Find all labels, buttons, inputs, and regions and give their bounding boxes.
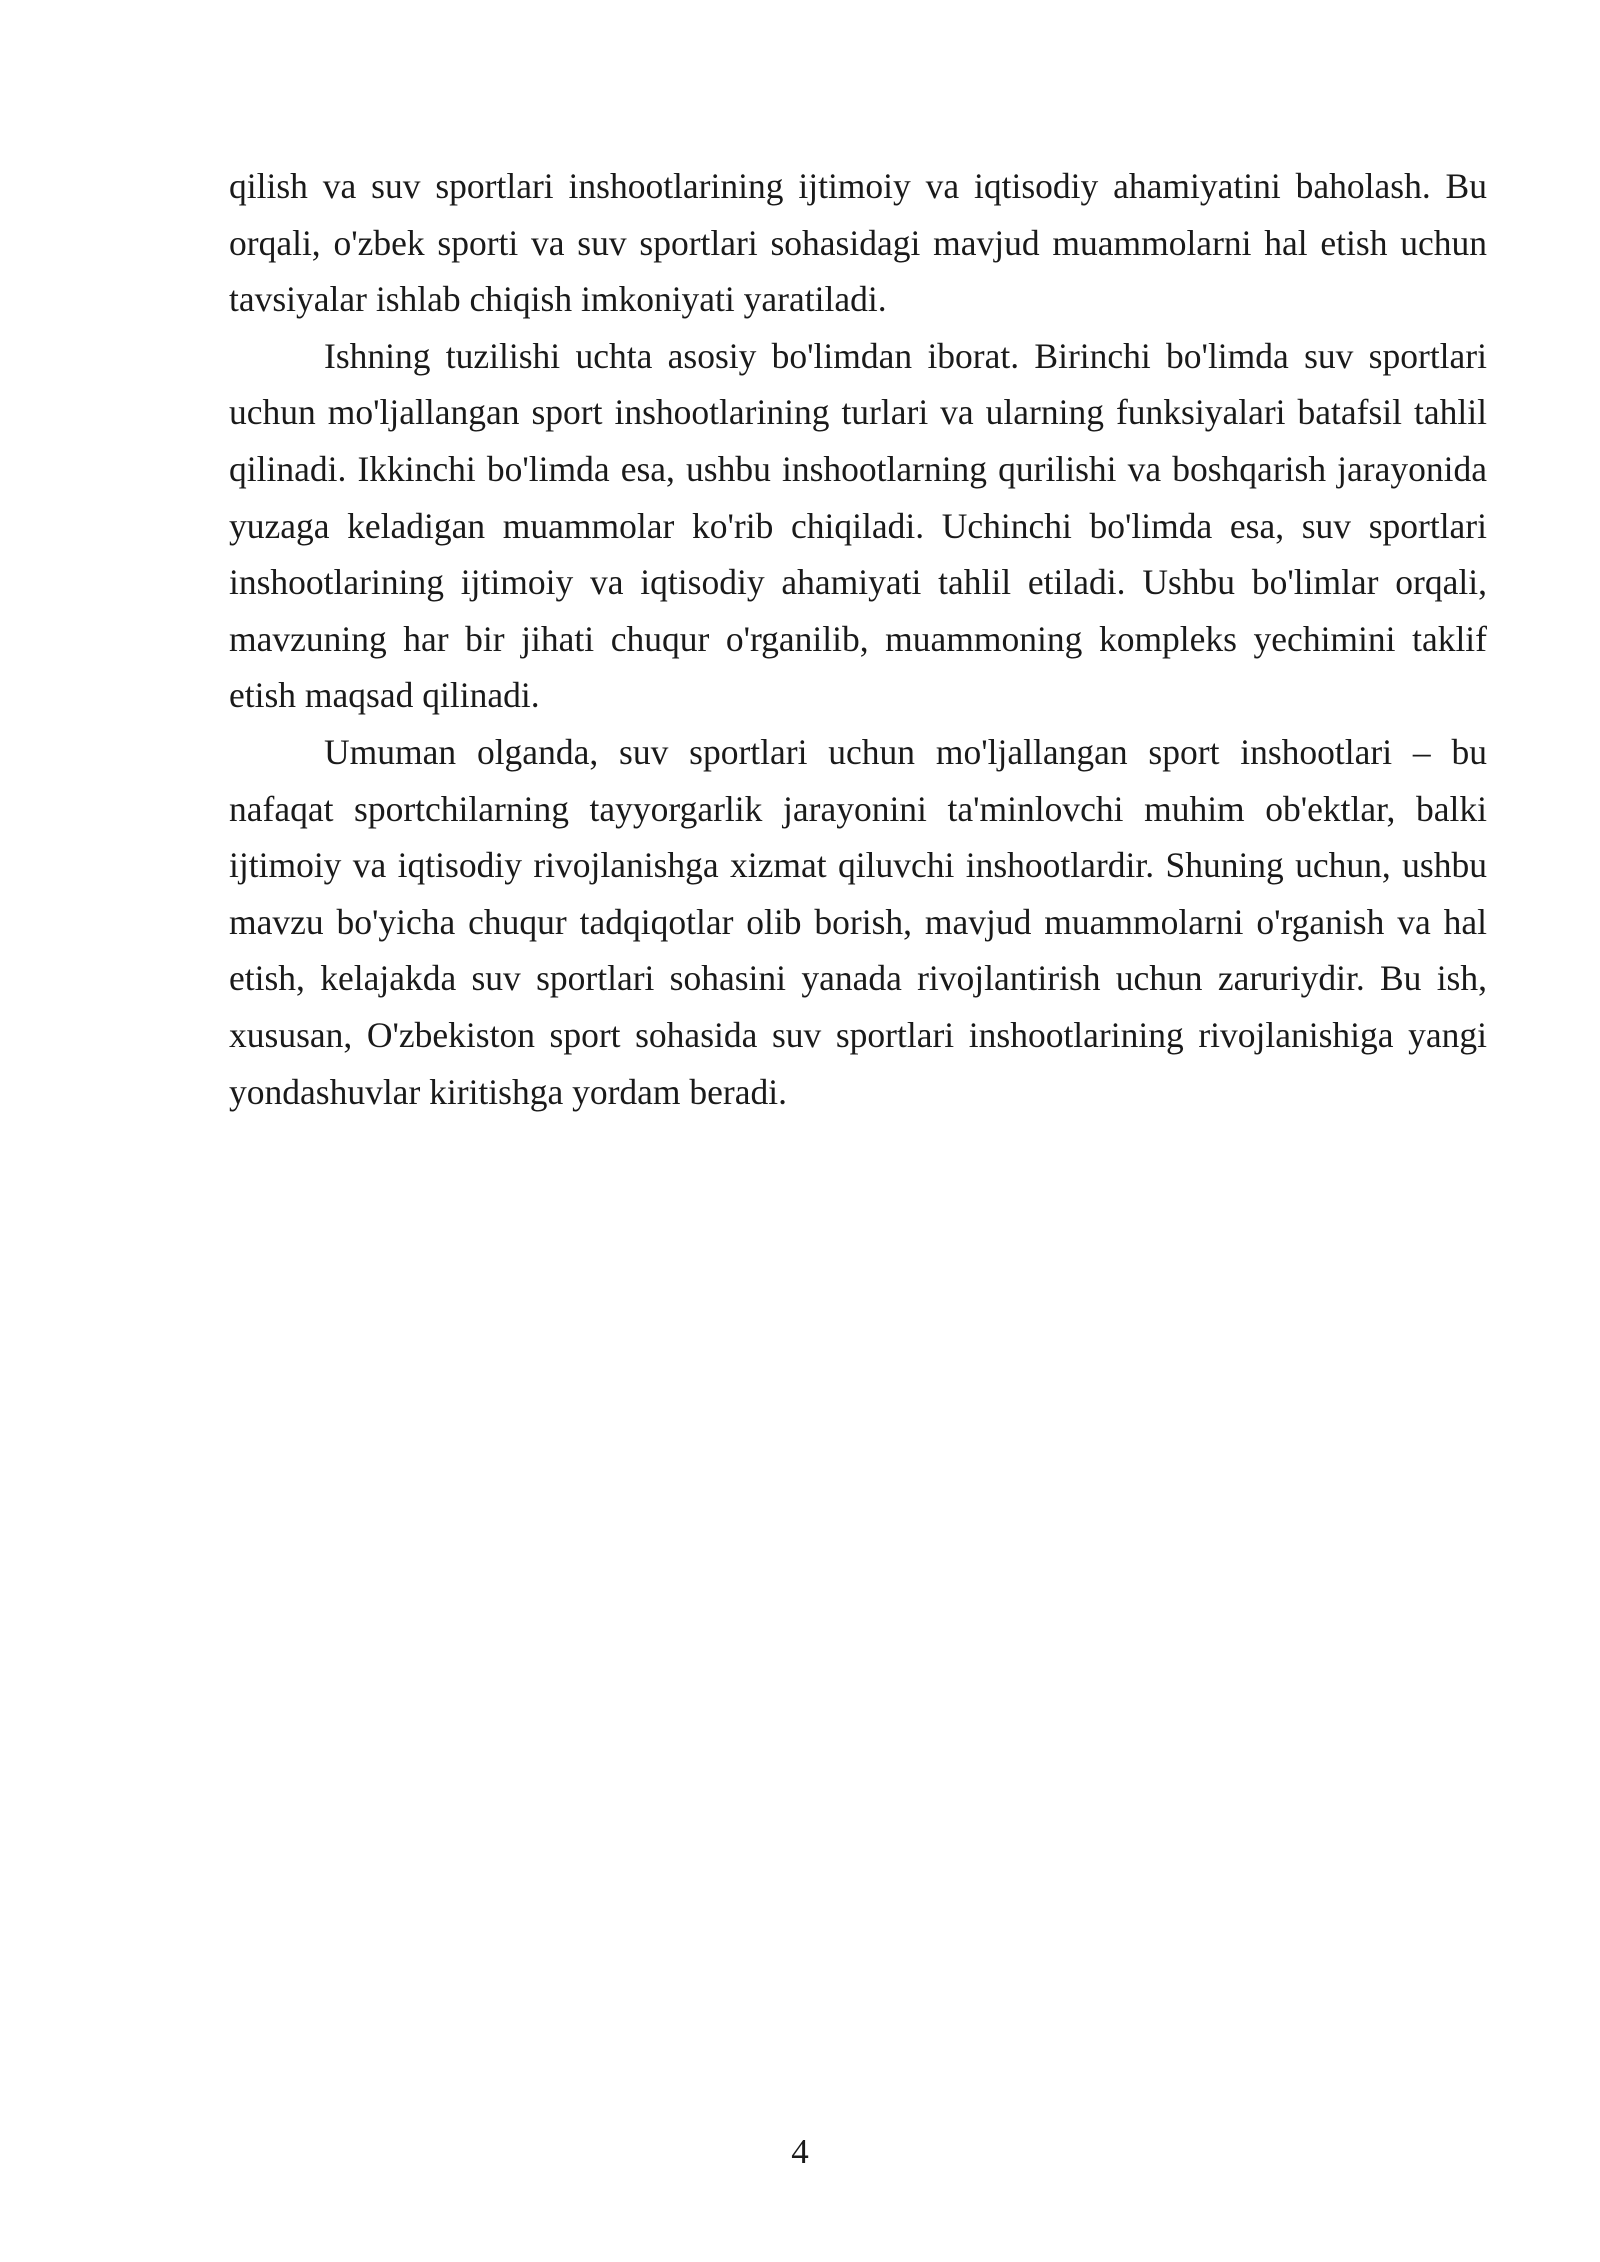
page-number: 4 <box>791 2132 809 2171</box>
paragraph-structure: Ishning tuzilishi uchta asosiy bo'limdan iborat. Birinchi bo'limda suv sportlari uchun mo'ljallangan sport inshootlarining turlari va ularning funksiyalari batafsil tahlil qilinadi. Ikkinchi bo'limda esa, ushbu inshootlarning qurilishi va boshqarish jarayonida yuzaga keladigan muammolar ko'rib chiqiladi. Uchinchi bo'limda esa, suv sportlari inshootlarining ijtimoiy va iqtisodiy ahamiyati tahlil etiladi. Ushbu bo'limlar orqali, mavzuning har bir jihati chuqur o'rganilib, muammoning kompleks yechimini taklif etish maqsad qilinadi. <box>229 335 1487 716</box>
paragraph-continuation: qilish va suv sportlari inshootlarining ijtimoiy va iqtisodiy ahamiyatini baholash. Bu orqali, o'zbek sporti va suv sportlari sohasidagi mavjud muammolarni hal etish uchun tavsiyalar ishlab chiqish imkoniyati yaratiladi. <box>229 166 1487 320</box>
document-body <box>229 158 1487 1120</box>
paragraph-conclusion: Umuman olganda, suv sportlari uchun mo'ljallangan sport inshootlari – bu nafaqat sportchilarning tayyorgarlik jarayonini ta'minlovchi muhim ob'ektlar, balki ijtimoiy va iqtisodiy rivojlanishga xizmat qiluvchi inshootlardir. Shuning uchun, ushbu mavzu bo'yicha chuqur tadqiqotlar olib borish, mavjud muammolarni o'rganish va hal etish, kelajakda suv sportlari sohasini yanada rivojlantirish uchun zaruriydir. Bu ish, xususan, O'zbekiston sport sohasida suv sportlari inshootlarining rivojlanishiga yangi yondashuvlar kiritishga yordam beradi. <box>229 731 1487 1112</box>
